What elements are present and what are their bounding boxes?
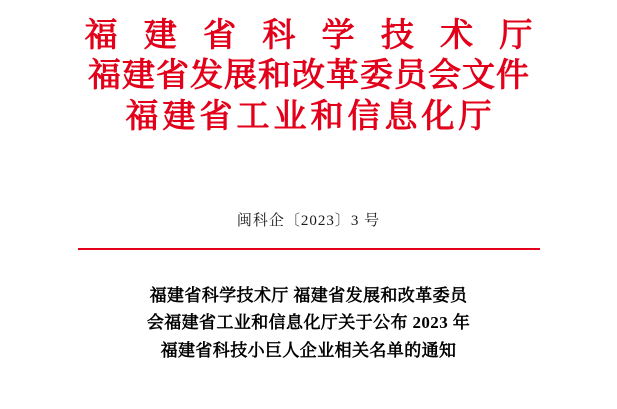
masthead-line-1: 福 建 省 科 学 技 术 厅 [84,18,542,54]
red-divider-rule [78,248,540,250]
masthead-line-2: 福建省发展和改革委员会文件 [88,58,530,95]
masthead-line-3: 福建省工业和信息化厅 [125,98,496,135]
document-masthead [0,0,617,137]
title-line-2: 会福建省工业和信息化厅关于公布 2023 年 [146,313,471,333]
document-title [74,282,544,365]
title-line-1: 福建省科学技术厅 福建省发展和改革委员 [149,285,468,305]
title-line-3: 福建省科技小巨人企业相关名单的通知 [160,340,457,360]
document-number: 闽科企〔2023〕3 号 [236,212,381,229]
